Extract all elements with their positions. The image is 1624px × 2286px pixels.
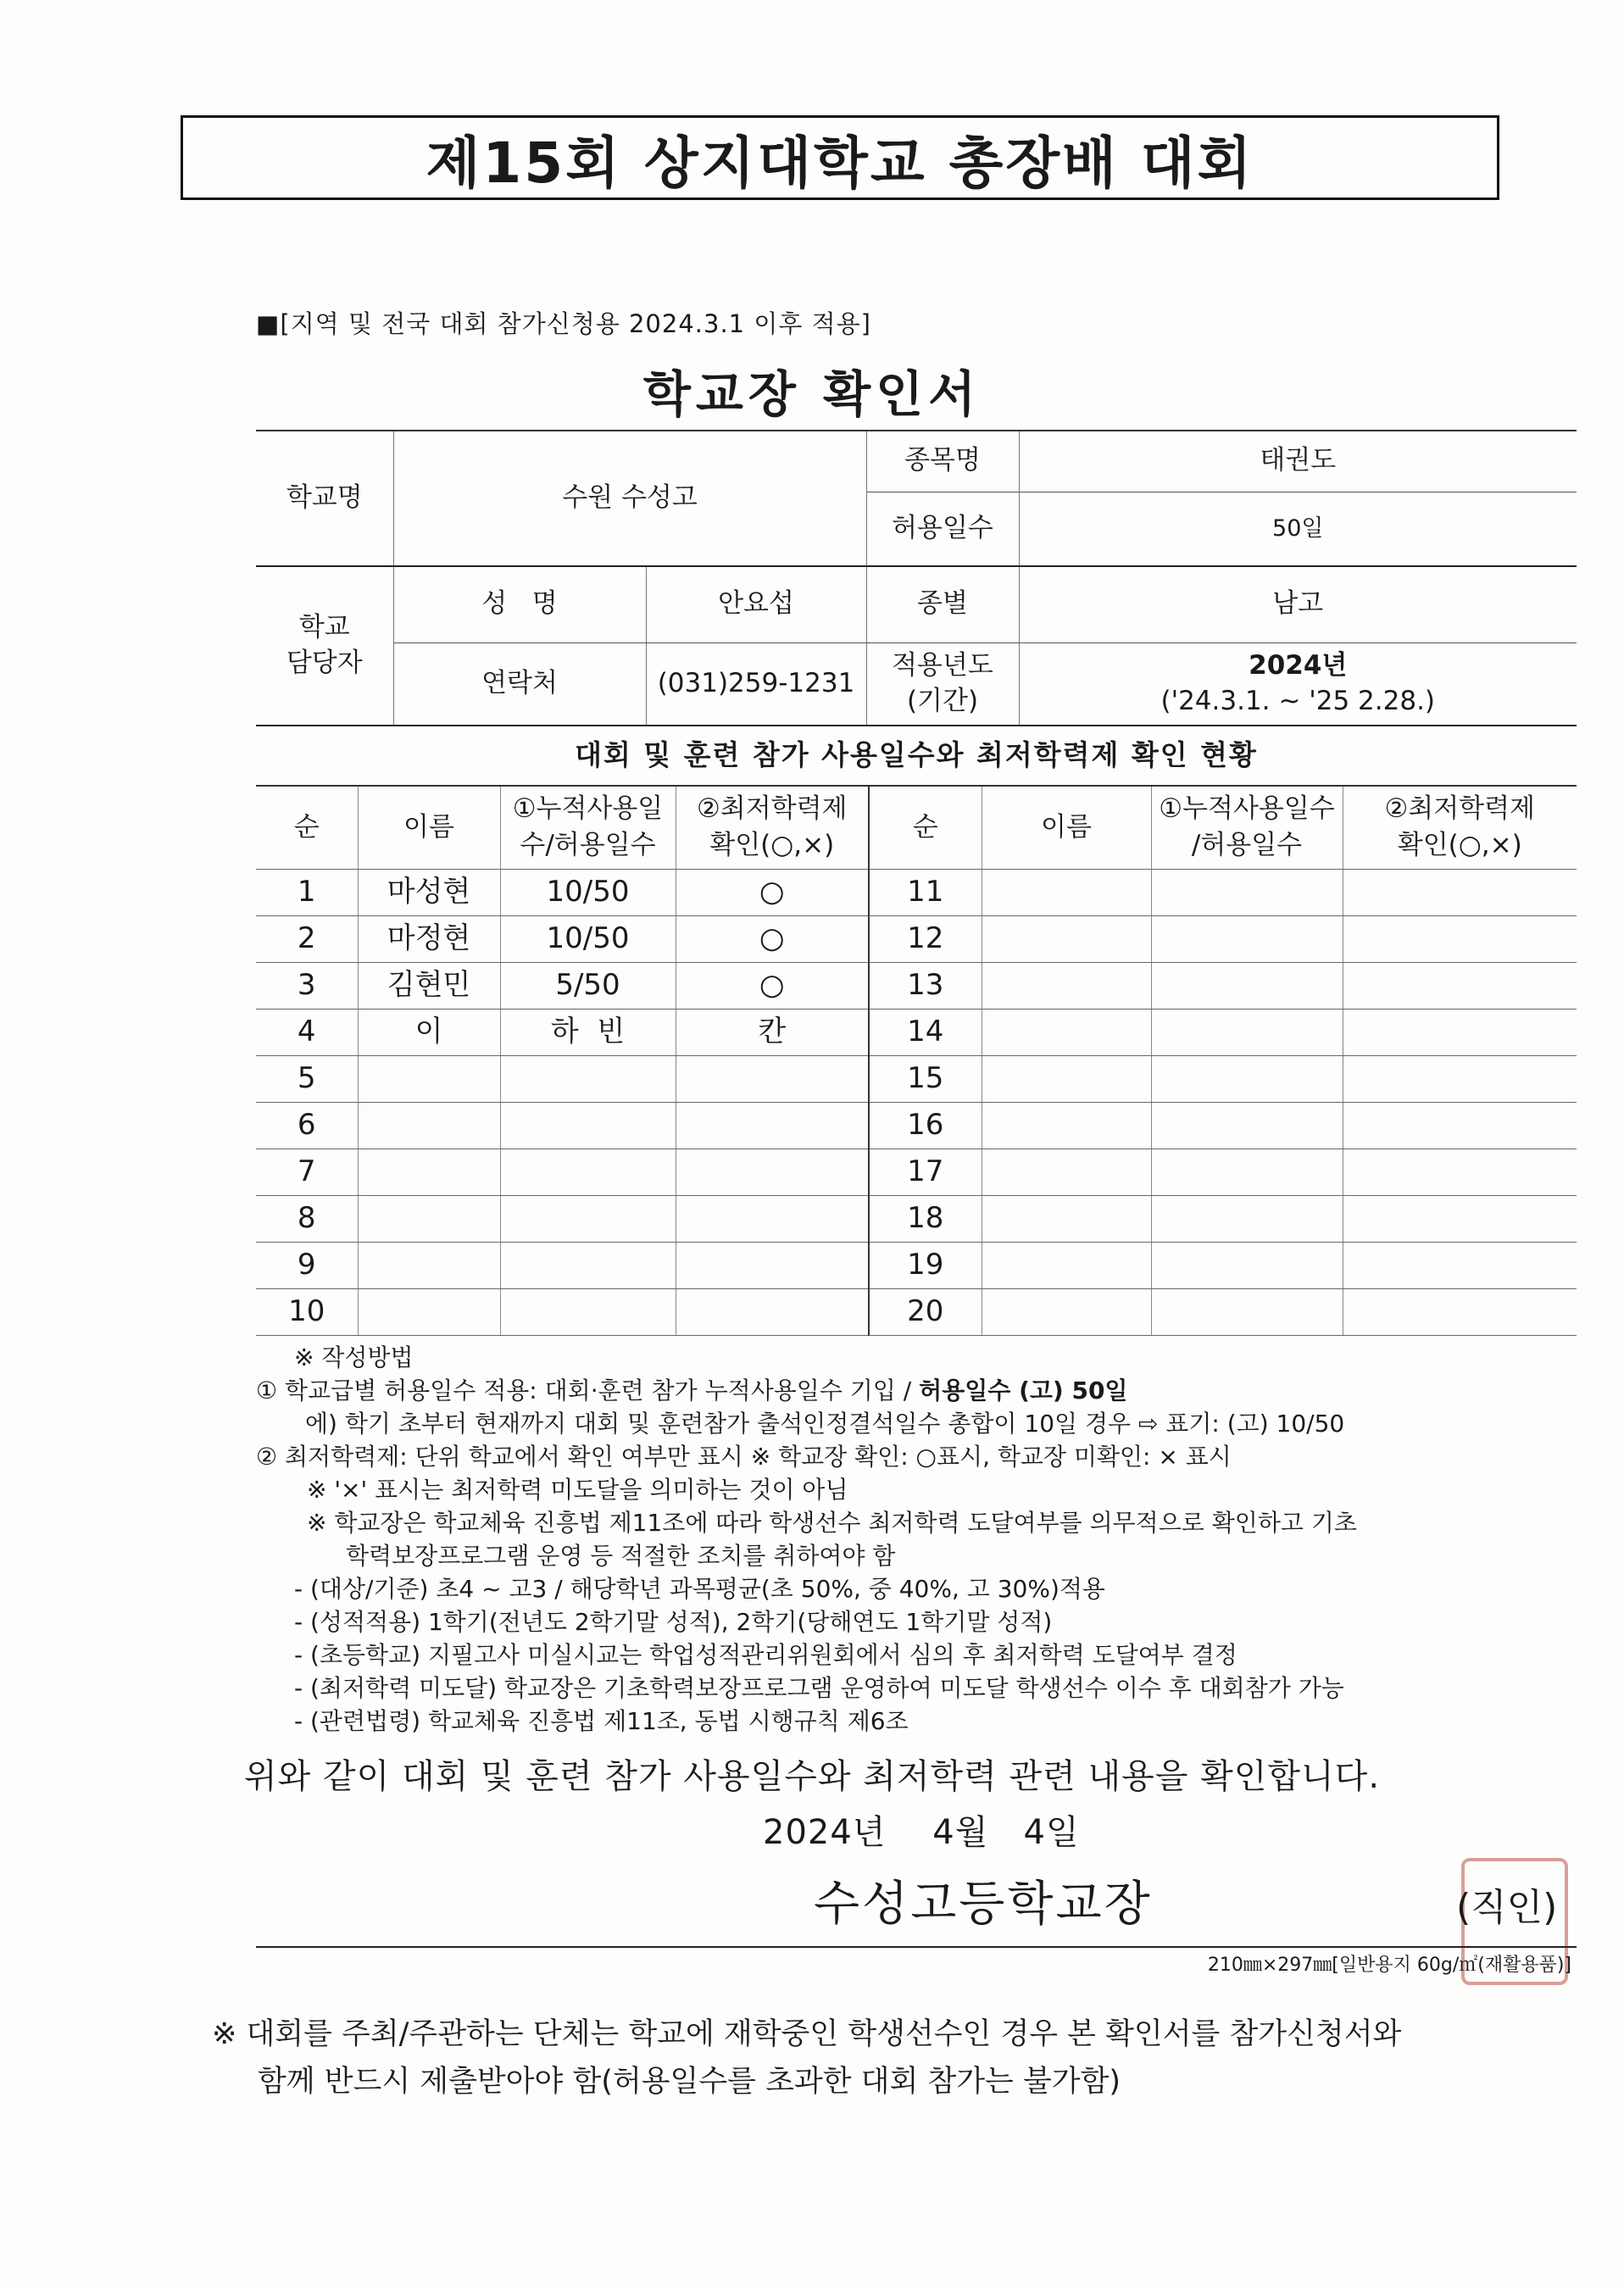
row-no-right: 16 — [869, 1102, 982, 1149]
row-no: 9 — [256, 1242, 358, 1288]
row-days-right — [1151, 1102, 1343, 1149]
method-line-7: - (대상/기준) 초4 ~ 고3 / 해당학년 과목평균(초 50%, 중 40%, 고 30%)적용 — [294, 1575, 1105, 1603]
roster-row — [256, 1102, 1577, 1149]
row-name — [358, 1288, 500, 1335]
row-min — [676, 1288, 869, 1335]
row-no-right: 12 — [869, 915, 982, 962]
confirmation-date: 2024년 4월 4일 — [763, 1813, 1080, 1852]
row-min: ○ — [676, 915, 869, 962]
method-line-4: ※ '×' 표시는 최저학력 미도달을 의미하는 것이 아님 — [307, 1476, 848, 1504]
header-min-right — [1343, 786, 1577, 869]
row-no: 7 — [256, 1149, 358, 1195]
confirmation-statement: 위와 같이 대회 및 훈련 참가 사용일수와 최저학력 관련 내용을 확인합니다. — [243, 1757, 1381, 1796]
row-min-right — [1343, 1195, 1577, 1242]
header-days-right-line-1: ①누적사용일수 — [1159, 793, 1335, 824]
year-label-line-1: 적용년도 — [892, 649, 993, 681]
allowed-days-label: 허용일수 — [866, 492, 1019, 566]
year-value — [1019, 642, 1577, 726]
row-no: 10 — [256, 1288, 358, 1335]
header-name: 이름 — [358, 786, 500, 869]
row-days — [500, 1288, 676, 1335]
row-name: 이 — [358, 1009, 500, 1055]
contact-label-line-2: 담당자 — [286, 648, 363, 678]
roster-row — [256, 1242, 1577, 1288]
row-days-right — [1151, 962, 1343, 1009]
row-no-right: 11 — [869, 869, 982, 915]
header-min-right-line-1: ②최저학력제 — [1384, 793, 1536, 824]
header-min-line-2: 확인(○,×) — [709, 830, 835, 861]
notice-line-1: ※ 대회를 주최/주관하는 단체는 학교에 재학중인 학생선수인 경우 본 확인서를 참가신청서와 — [212, 2017, 1402, 2051]
row-min-right — [1343, 1009, 1577, 1055]
method-line-6: 학력보장프로그램 운영 등 적절한 조치를 취하여야 함 — [346, 1542, 896, 1570]
row-name — [358, 1149, 500, 1195]
status-title: 대회 및 훈련 참가 사용일수와 최저학력제 확인 현황 — [575, 738, 1258, 771]
row-no: 3 — [256, 962, 358, 1009]
writing-method-notes — [256, 1341, 1595, 1738]
row-min — [676, 1102, 869, 1149]
row-no: 8 — [256, 1195, 358, 1242]
row-min-right — [1343, 915, 1577, 962]
method-line-1-text: ① 학교급별 허용일수 적용: 대회·훈련 참가 누적사용일수 기입 / — [256, 1377, 920, 1404]
row-name — [358, 1055, 500, 1102]
row-name-right — [982, 1149, 1151, 1195]
row-name-right — [982, 1288, 1151, 1335]
header-days-right-line-2: /허용일수 — [1191, 830, 1303, 861]
row-no: 5 — [256, 1055, 358, 1102]
header-days-line-2: 수/허용일수 — [520, 830, 656, 861]
sport-value: 태권도 — [1019, 431, 1577, 492]
row-name-right — [982, 962, 1151, 1009]
header-min-line-1: ②최저학력제 — [696, 793, 848, 824]
row-name — [358, 1195, 500, 1242]
roster-row — [256, 915, 1577, 962]
row-days — [500, 1055, 676, 1102]
row-min — [676, 1149, 869, 1195]
row-name — [358, 1102, 500, 1149]
row-no-right: 17 — [869, 1149, 982, 1195]
period-text: ('24.3.1. ~ '25 2.28.) — [1160, 685, 1436, 716]
name-label: 성 명 — [393, 566, 646, 642]
gender-value: 남고 — [1019, 566, 1577, 642]
method-line-2: 에) 학기 초부터 현재까지 대회 및 훈련참가 출석인정결석일수 총합이 10일 경우 ⇨ 표기: (고) 10/50 — [305, 1410, 1345, 1438]
row-name-right — [982, 869, 1151, 915]
row-no: 6 — [256, 1102, 358, 1149]
header-min — [676, 786, 869, 869]
row-name-right — [982, 1102, 1151, 1149]
row-min — [676, 1055, 869, 1102]
sport-label: 종목명 — [866, 431, 1019, 492]
row-name-right — [982, 1242, 1151, 1288]
row-no-right: 14 — [869, 1009, 982, 1055]
roster-row — [256, 1149, 1577, 1195]
row-no: 2 — [256, 915, 358, 962]
row-days-right — [1151, 1242, 1343, 1288]
header-min-right-line-2: 확인(○,×) — [1397, 830, 1522, 861]
row-days: 하 빈 — [500, 1009, 676, 1055]
row-name: 김현민 — [358, 962, 500, 1009]
row-no-right: 18 — [869, 1195, 982, 1242]
row-min-right — [1343, 1149, 1577, 1195]
row-days-right — [1151, 1009, 1343, 1055]
row-days-right — [1151, 1288, 1343, 1335]
header-days-line-1: ①누적사용일 — [512, 793, 664, 824]
row-no-right: 20 — [869, 1288, 982, 1335]
method-line-1-bold: 허용일수 (고) 50일 — [919, 1377, 1128, 1404]
method-line-5: ※ 학교장은 학교체육 진흥법 제11조에 따라 학생선수 최저학력 도달여부를 의무적으로 확인하고 기초 — [307, 1509, 1357, 1537]
method-line-1 — [256, 1374, 1595, 1407]
row-days — [500, 1242, 676, 1288]
row-days: 10/50 — [500, 915, 676, 962]
row-days: 10/50 — [500, 869, 676, 915]
school-info-table — [256, 430, 1577, 726]
row-no: 4 — [256, 1009, 358, 1055]
method-line-9: - (초등학교) 지필고사 미실시교는 학업성적관리위원회에서 심의 후 최저학력 도달여부 결정 — [294, 1641, 1237, 1669]
header-days-right — [1151, 786, 1343, 869]
row-min-right — [1343, 1242, 1577, 1288]
gender-label: 종별 — [866, 566, 1019, 642]
row-days-right — [1151, 869, 1343, 915]
row-name-right — [982, 915, 1151, 962]
row-days — [500, 1149, 676, 1195]
header-name-right: 이름 — [982, 786, 1151, 869]
contact-person-label — [256, 566, 393, 726]
school-name-label: 학교명 — [256, 431, 393, 566]
method-line-11: - (관련법령) 학교체육 진흥법 제11조, 동법 시행규칙 제6조 — [294, 1707, 909, 1735]
method-line-8: - (성적적용) 1학기(전년도 2학기말 성적), 2학기(당해연도 1학기말 성적) — [294, 1608, 1053, 1636]
row-min: 칸 — [676, 1009, 869, 1055]
row-no-right: 15 — [869, 1055, 982, 1102]
paper-spec: 210㎜×297㎜[일반용지 60g/㎡(재활용품)] — [1207, 1955, 1571, 1976]
contact-label-line-1: 학교 — [298, 612, 350, 643]
method-line-3: ② 최저학력제: 단위 학교에서 확인 여부만 표시 ※ 학교장 확인: ○표시, 학교장 미확인: × 표시 — [256, 1443, 1232, 1471]
roster-row — [256, 1195, 1577, 1242]
row-days — [500, 1195, 676, 1242]
seal-label: (직인) — [1456, 1886, 1558, 1929]
document-title: 학교장 확인서 — [642, 365, 982, 423]
row-min-right — [1343, 962, 1577, 1009]
roster-row — [256, 1288, 1577, 1335]
row-no: 1 — [256, 869, 358, 915]
header-no: 순 — [256, 786, 358, 869]
row-days-right — [1151, 1055, 1343, 1102]
notice-line-2: 함께 반드시 제출받아야 함(허용일수를 초과한 대회 참가는 불가함) — [258, 2065, 1121, 2099]
row-min: ○ — [676, 869, 869, 915]
row-name: 마성현 — [358, 869, 500, 915]
row-name-right — [982, 1195, 1151, 1242]
phone-label: 연락처 — [393, 642, 646, 726]
year-label-line-2: (기간) — [906, 685, 979, 716]
row-name — [358, 1242, 500, 1288]
header-days — [500, 786, 676, 869]
row-min-right — [1343, 1102, 1577, 1149]
name-value: 안요섭 — [646, 566, 866, 642]
roster-row — [256, 1009, 1577, 1055]
row-days-right — [1151, 1195, 1343, 1242]
roster-row — [256, 1055, 1577, 1102]
form-subnote: ■[지역 및 전국 대회 참가신청용 2024.3.1 이후 적용] — [256, 309, 871, 338]
banner-title: 제15회 상지대학교 총장배 대회 — [181, 115, 1499, 200]
method-line-10: - (최저학력 미도달) 학교장은 기초학력보장프로그램 운영하여 미도달 학생선수 이수 후 대회참가 가능 — [294, 1674, 1344, 1702]
row-min-right — [1343, 1055, 1577, 1102]
row-no-right: 13 — [869, 962, 982, 1009]
submission-notice — [212, 2011, 1585, 2105]
principal-title: 수성고등학교장 — [814, 1877, 1153, 1932]
row-min: ○ — [676, 962, 869, 1009]
row-name-right — [982, 1009, 1151, 1055]
row-min-right — [1343, 869, 1577, 915]
year-text: 2024년 — [1249, 649, 1348, 681]
allowed-days-value: 50일 — [1019, 492, 1577, 566]
year-label — [866, 642, 1019, 726]
header-no-right: 순 — [869, 786, 982, 869]
row-min — [676, 1195, 869, 1242]
row-min-right — [1343, 1288, 1577, 1335]
row-days — [500, 1102, 676, 1149]
roster-row — [256, 962, 1577, 1009]
row-no-right: 19 — [869, 1242, 982, 1288]
footer-divider — [256, 1946, 1577, 1948]
roster-row — [256, 869, 1577, 915]
method-heading: ※ 작성방법 — [294, 1343, 414, 1371]
row-name: 마정현 — [358, 915, 500, 962]
row-days: 5/50 — [500, 962, 676, 1009]
row-days-right — [1151, 915, 1343, 962]
school-name-value: 수원 수성고 — [393, 431, 866, 566]
row-min — [676, 1242, 869, 1288]
roster-table — [256, 785, 1577, 1336]
row-days-right — [1151, 1149, 1343, 1195]
row-name-right — [982, 1055, 1151, 1102]
phone-value: (031)259-1231 — [646, 642, 866, 726]
